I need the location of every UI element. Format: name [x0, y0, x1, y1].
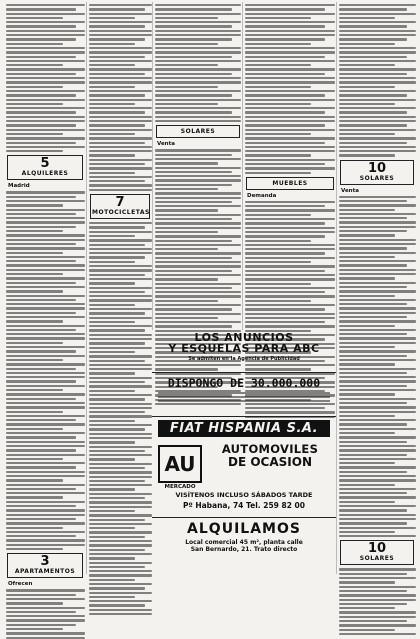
fiat-address: Pº Habana, 74 Tel. 259 82 00	[182, 501, 305, 510]
section-title: SOLARES	[359, 555, 395, 563]
section-number: 10	[367, 541, 387, 557]
section-title: MOTOCICLETAS	[92, 209, 150, 217]
section-number: 7	[115, 195, 125, 211]
anuncios-headline-2: Y ESQUELAS PARA ABC	[168, 342, 320, 355]
section-title: SOLARES	[359, 174, 395, 182]
column-4	[242, 2, 337, 330]
section-title: ALQUILERES	[21, 170, 69, 178]
section-header-muebles	[246, 177, 334, 190]
fiat-ad	[152, 416, 336, 518]
dispongo-ad	[152, 372, 336, 415]
section-header-alquileres	[7, 155, 83, 180]
fiat-line-1: AUTOMOVILES	[221, 442, 319, 456]
section-header-solares-side	[340, 160, 414, 185]
section-header-solares-bottom	[340, 540, 414, 565]
logo-caption: MERCADO	[164, 484, 196, 490]
fiat-logo	[158, 445, 202, 489]
section-number: 10	[367, 160, 387, 176]
column-1	[4, 2, 86, 588]
column-2	[86, 2, 153, 574]
section-header-solares-top	[156, 125, 240, 138]
section-header-motocicletas	[90, 194, 150, 219]
dispongo-headline: DISPONGO DE 30.000.000	[167, 376, 321, 390]
anuncios-ad	[152, 332, 336, 370]
fiat-visit: VISÍTENOS INCLUSO SÁBADOS TARDE	[175, 491, 313, 499]
subhead-venta: Venta	[157, 141, 175, 148]
fiat-brand: FIAT HISPANIA S.A.	[158, 420, 330, 437]
section-number: 3	[40, 554, 50, 570]
subhead-demanda: Demanda	[247, 192, 277, 199]
alquilamos-line-1: Local comercial 45 m², planta calle	[185, 539, 303, 546]
subhead-ofrecen: Ofrecen	[8, 581, 33, 588]
section-title: SOLARES	[180, 128, 216, 136]
anuncios-headline-1: LOS ANUNCIOS	[194, 331, 294, 344]
section-number: 5	[40, 156, 50, 172]
alquilamos-line-2: San Bernardo, 21. Trato directo	[190, 546, 298, 553]
au-logo-icon: AU	[158, 445, 202, 483]
section-title: APARTAMENTOS	[14, 568, 76, 576]
subhead-venta-side: Venta	[341, 187, 359, 194]
section-header-apartamentos	[7, 553, 83, 578]
alquilamos-ad	[152, 519, 336, 574]
column-3	[152, 2, 243, 330]
subhead-madrid: Madrid	[8, 183, 30, 190]
column-5	[336, 2, 417, 574]
anuncios-note: Se admiten en la Agencia de Publicidad	[188, 356, 300, 362]
fiat-line-2: DE OCASION	[228, 455, 312, 469]
classifieds-page	[4, 2, 416, 588]
section-title: MUEBLES	[272, 179, 308, 187]
alquilamos-headline: ALQUILAMOS	[187, 521, 301, 537]
